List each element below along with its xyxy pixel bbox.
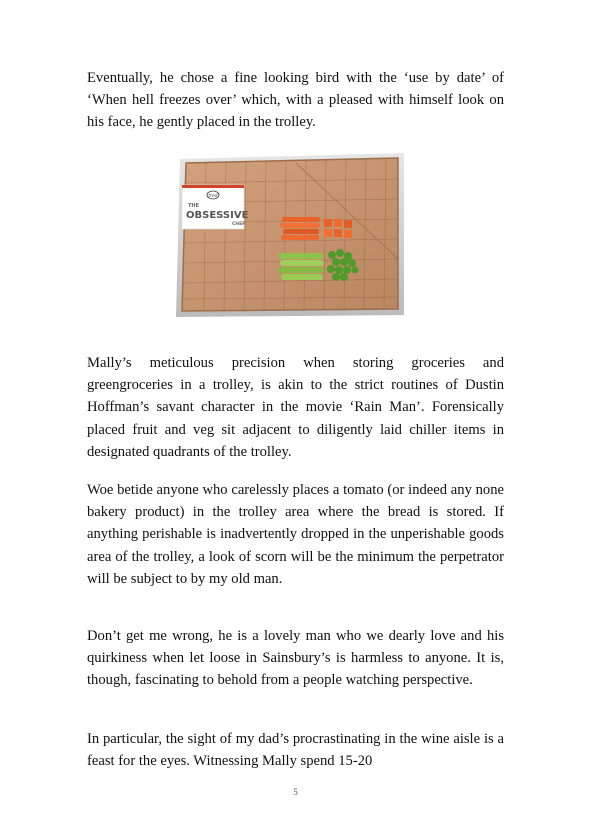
page-number: 5 xyxy=(293,787,298,797)
paragraph-2: Mally’s meticulous precision when storing groceries and greengroceries in a trolley, is akin to the strict routines of Dustin Hoffman’s savant character in the movie ‘Rain Man’. Forensically placed fruit and veg sit adjacent to diligently laid chiller items in designated quadrants of the trolley. xyxy=(87,355,504,460)
label-title-line2: OBSESSIVE xyxy=(186,210,249,221)
paragraph-1: Eventually, he chose a fine looking bird with the ‘use by date’ of ‘When hell freezes over’ which, with a pleased with himself look on his face, he gently placed in the trolley. xyxy=(87,70,504,131)
cutting-board-illustration xyxy=(166,149,434,319)
label-stripe xyxy=(182,185,244,188)
paragraph-5: In particular, the sight of my dad’s procrastinating in the wine aisle is a feast for the eyes. Witnessing Mally spend 15-20 xyxy=(87,731,504,770)
label-title-line1: THE xyxy=(188,203,200,209)
label-title-line3: CHEF xyxy=(232,222,246,227)
paragraph-3: Woe betide anyone who carelessly places a tomato (or indeed any none bakery product) in the trolley area where the bread is stored. If anything perishable is inadvertently dropped in the unperishable goods area of the trolley, a look of scorn will be the minimum the perpetrator will be subject to by my old man. xyxy=(87,482,504,587)
paragraph-4: Don’t get me wrong, he is a lovely man who we dearly love and his quirkiness when let loose in Sainsbury’s is harmless to anyone. It is, though, fascinating to behold from a people watching perspective. xyxy=(87,628,504,689)
brand-text: fred xyxy=(208,194,218,199)
product-image xyxy=(166,149,434,319)
